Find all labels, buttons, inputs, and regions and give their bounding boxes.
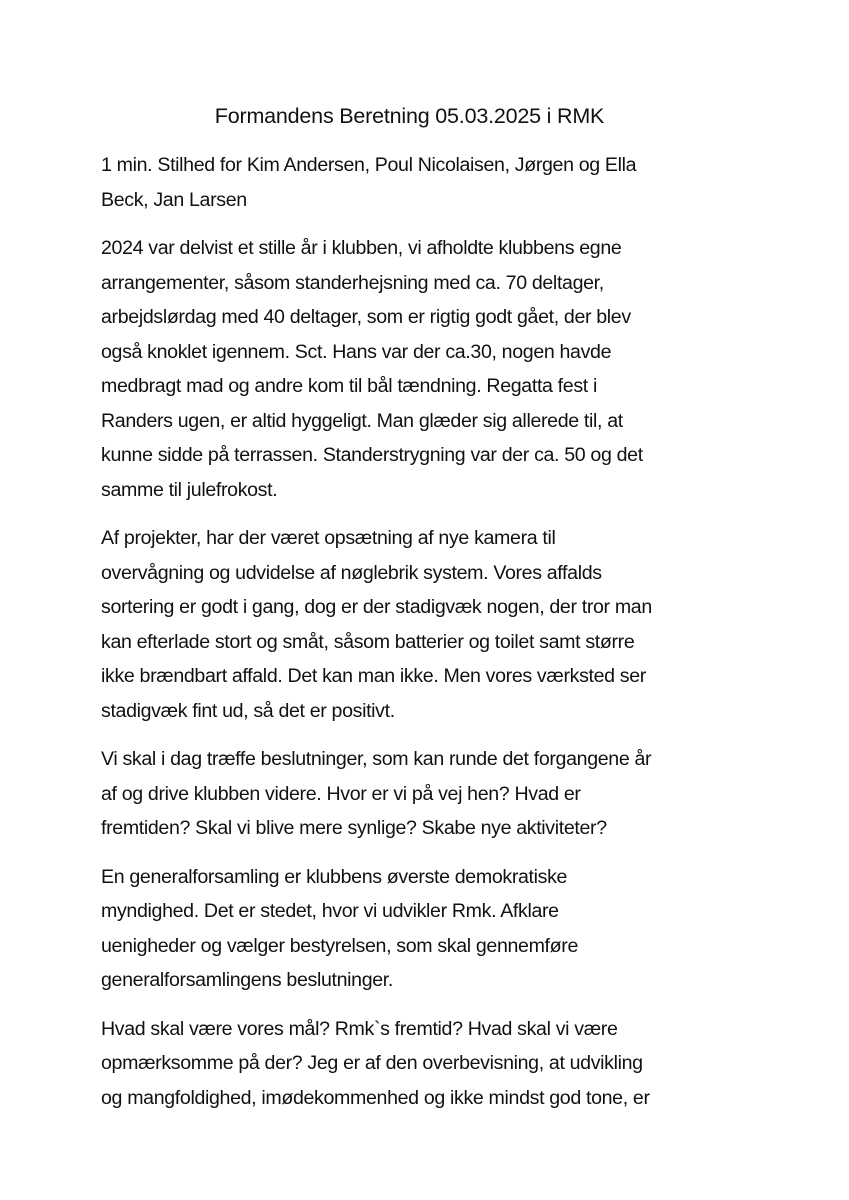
- text-line: En generalforsamling er klubbens øverste demokratiske: [101, 865, 568, 888]
- text-line: 1 min. Stilhed for Kim Andersen, Poul Nicolaisen, Jørgen og Ella: [101, 154, 637, 176]
- document-title: [0, 104, 849, 129]
- text-line: og mangfoldighed, imødekommenhed og ikke mindst god tone, er: [101, 1086, 650, 1109]
- paragraph-memorial: [101, 148, 761, 217]
- text-line: Beck, Jan Larsen: [101, 188, 247, 211]
- text-line: myndighed. Det er stedet, hvor vi udvikler Rmk. Afklare: [101, 900, 559, 922]
- paragraph-projects: [101, 521, 761, 728]
- document-body: [101, 148, 761, 1129]
- text-line: også knoklet igennem. Sct. Hans var der ca.30, nogen havde: [101, 340, 612, 363]
- text-line: fremtiden? Skal vi blive mere synlige? Skabe nye aktiviteter?: [101, 817, 607, 839]
- document-title-text: Formandens Beretning 05.03.2025 i RMK: [214, 104, 605, 128]
- text-line: 2024 var delvist et stille år i klubben, vi afholdte klubbens egne: [101, 237, 622, 259]
- text-line: samme til julefrokost.: [101, 478, 278, 501]
- text-line: ikke brændbart affald. Det kan man ikke. Men vores værksted ser: [101, 665, 646, 687]
- paragraph-decisions: [101, 742, 761, 846]
- paragraph-events-2024: [101, 231, 761, 507]
- text-line: generalforsamlingens beslutninger.: [101, 969, 393, 991]
- text-line: sortering er godt i gang, dog er der stadigvæk nogen, der tror man: [101, 596, 652, 618]
- paragraph-future-goals: [101, 1012, 761, 1116]
- text-line: kunne sidde på terrassen. Standerstrygning var der ca. 50 og det: [101, 444, 643, 466]
- text-line: kan efterlade stort og småt, såsom batterier og toilet samt større: [101, 630, 635, 653]
- text-line: arbejdslørdag med 40 deltager, som er rigtig godt gået, der blev: [101, 306, 631, 328]
- text-line: opmærksomme på der? Jeg er af den overbevisning, at udvikling: [101, 1052, 643, 1074]
- paragraph-general-assembly: [101, 860, 761, 998]
- text-line: Vi skal i dag træffe beslutninger, som kan runde det forgangene år: [101, 748, 652, 770]
- text-line: medbragt mad og andre kom til bål tændning. Regatta fest i: [101, 375, 597, 397]
- text-line: Af projekter, har der været opsætning af nye kamera til: [101, 527, 556, 549]
- text-line: overvågning og udvidelse af nøglebrik system. Vores affalds: [101, 561, 602, 584]
- text-line: uenigheder og vælger bestyrelsen, som skal gennemføre: [101, 934, 578, 957]
- text-line: Randers ugen, er altid hyggeligt. Man glæder sig allerede til, at: [101, 409, 623, 432]
- text-line: stadigvæk fint ud, så det er positivt.: [101, 699, 395, 722]
- text-line: arrangementer, såsom standerhejsning med ca. 70 deltager,: [101, 271, 604, 294]
- text-line: af og drive klubben videre. Hvor er vi på vej hen? Hvad er: [101, 782, 581, 805]
- text-line: Hvad skal være vores mål? Rmk`s fremtid? Hvad skal vi være: [101, 1017, 618, 1040]
